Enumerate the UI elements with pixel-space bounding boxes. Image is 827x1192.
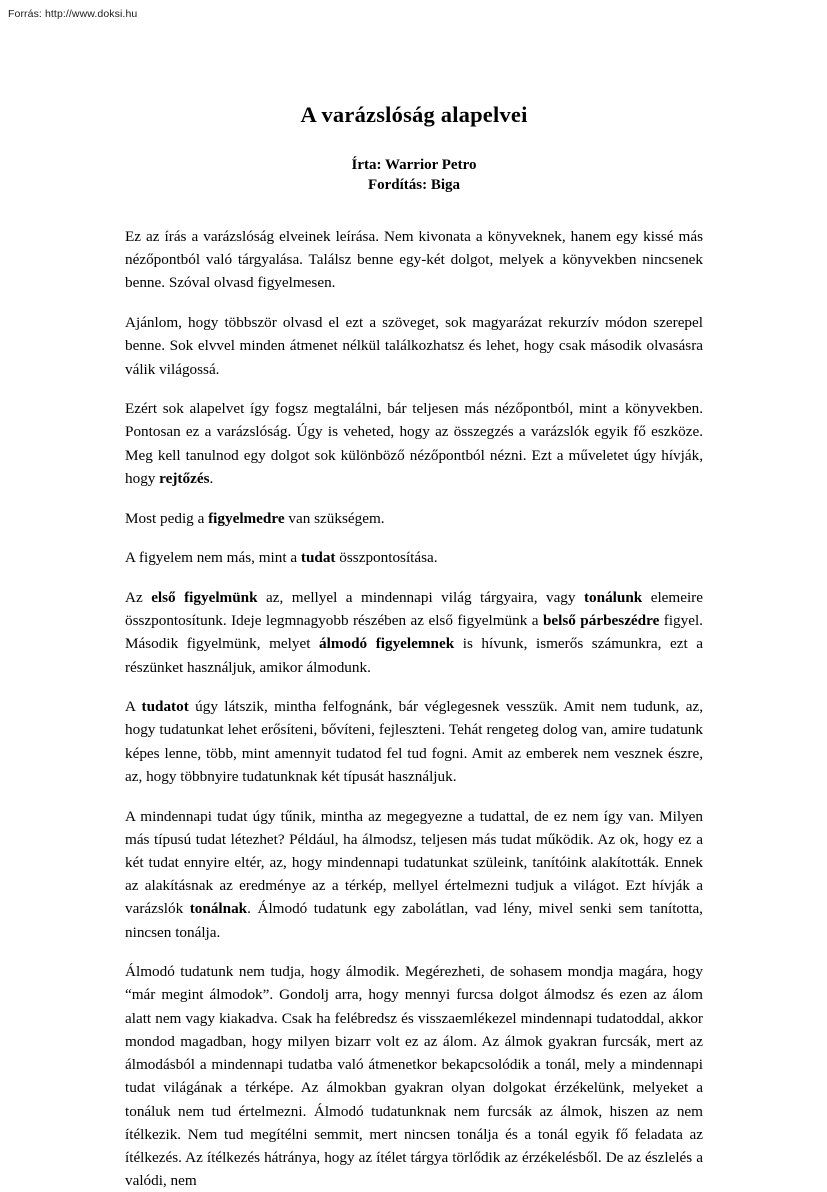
emphasis-term: álmodó figyelemnek <box>319 635 455 653</box>
author-line: Írta: Warrior Petro <box>351 157 477 173</box>
emphasis-term: rejtőzés <box>159 469 210 487</box>
source-url-header: Forrás: http://www.doksi.hu <box>8 8 138 20</box>
paragraph <box>125 507 703 530</box>
emphasis-term: tonálunk <box>583 588 643 606</box>
emphasis-term: első figyelmünk <box>151 588 258 606</box>
text-run: Most pedig a <box>125 509 209 527</box>
document-content <box>125 95 703 1192</box>
text-run: Ez az írás a varázslóság elveinek leírása. Nem kivonata a könyveknek, hanem egy kissé más nézőpontból való tárgyalása. Találsz benne egy-két dolgot, melyek a könyvekben nincsenek benne. Szóval olvasd figyelmesen. <box>125 228 703 292</box>
text-run: is hívunk, ismerős számunkra, ezt a részünket használjuk, amikor álmodunk. <box>125 635 703 676</box>
text-run: Az <box>125 588 152 606</box>
emphasis-term: tudatot <box>141 698 189 716</box>
page-title: A varázslóság alapelvei <box>300 102 528 127</box>
text-run: elemeire összpontosítunk. Ideje legmnagyobb részében az első figyelmünk a <box>125 588 703 630</box>
paragraph <box>125 225 703 295</box>
text-run: Ajánlom, hogy többször olvasd el ezt a szöveget, sok magyarázat rekurzív módon szerepel benne. Sok elvvel minden átmenet nélkül találkozhatsz és lehet, hogy csak második olvasásra válik világossá. <box>125 314 703 378</box>
body-paragraphs <box>125 225 703 1192</box>
emphasis-term: tudat <box>300 549 336 567</box>
paragraph <box>125 546 703 569</box>
paragraph <box>125 311 703 381</box>
text-run: összpontosítása. <box>335 549 438 567</box>
emphasis-term: tonálnak <box>189 900 248 918</box>
text-run: Álmodó tudatunk nem tudja, hogy álmodik. Megérezheti, de sohasem mondja magára, hogy “már megint álmodok”. Gondolj arra, hogy mennyi furcsa dolgot álmodsz és ezen az álom alatt nem vagy kiakadva. Csak ha felébredsz és visszaemlékezel mindennapi tudatoddal, akkor mondod magadban, hogy milyen bizarr volt ez az álom. Az álmok gyakran furcsák, mert az álmodásból a mindennapi tudatba való átmenetkor bekapcsolódik a tonál, mely a mindennapi tudat világának a térképe. Az álmokban gyakran olyan dolgokat érzékelünk, melyeket a tonáluk nem tud értelmezni. Álmodó tudatunknak nem furcsák az álmok, hiszen az nem ítélkezik. Nem tud megítélni semmit, mert nincsen tonálja és a tonál egyik fő feladata az ítélkezés. Az ítélkezés hátránya, hogy az ítélet tárgya törlődik az érzékelésből. De az észlelés a valódi, nem <box>125 963 703 1190</box>
paragraph <box>125 397 703 490</box>
paragraph <box>125 960 703 1192</box>
emphasis-term: figyelmedre <box>208 509 285 527</box>
text-run: Ezért sok alapelvet így fogsz megtalálni, bár teljesen más nézőpontból, mint a könyvekben. Pontosan ez a varázslóság. Úgy is veheted, hogy az összegzés a varázslók egyik fő eszköze. Meg kell tanulnod egy dolgot sok különböző nézőpontból nézni. Ezt a műveletet úgy hívják, hogy <box>125 400 703 487</box>
text-run: A figyelem nem más, mint a <box>125 549 301 567</box>
paragraph <box>125 695 703 788</box>
paragraph <box>125 586 703 679</box>
text-run: A <box>125 698 142 716</box>
paragraph <box>125 805 703 944</box>
byline <box>125 156 703 195</box>
emphasis-term: belső párbeszédre <box>542 612 660 630</box>
translator-line: Fordítás: Biga <box>367 176 461 193</box>
text-run: úgy látszik, mintha felfognánk, bár véglegesnek vesszük. Amit nem tudunk, az, hogy tudatunkat lehet erősíteni, bővíteni, fejleszteni. Tehát rengeteg dolog van, amire tudatunk képes lenne, több, mint amennyit tudatod fel tud fogni. Amit az emberek nem vesznek észre, az, hogy többnyire tudatunknak két típusát használjuk. <box>125 698 703 785</box>
text-run: az, mellyel a mindennapi világ tárgyaira, vagy <box>257 588 584 606</box>
text-run: van szükségem. <box>284 509 385 527</box>
text-run: . Álmodó tudatunk egy zabolátlan, vad lény, mivel senki sem tanította, nincsen tonálja. <box>125 900 703 941</box>
text-run: A mindennapi tudat úgy tűnik, mintha az megegyezne a tudattal, de ez nem így van. Milyen más típusú tudat létezhet? Például, ha álmodsz, teljesen más tudat működik. Az ok, hogy ez a két tudat ennyire eltér, az, hogy mindennapi tudatunkat szüleink, tanítóink alakították. Ennek az alakításnak az eredménye az a térkép, mellyel értelmezni tudjuk a világot. Ezt hívják a varázslók <box>125 807 703 918</box>
text-run: figyel. Második figyelmünk, melyet <box>125 612 703 653</box>
text-run: . <box>209 469 214 487</box>
